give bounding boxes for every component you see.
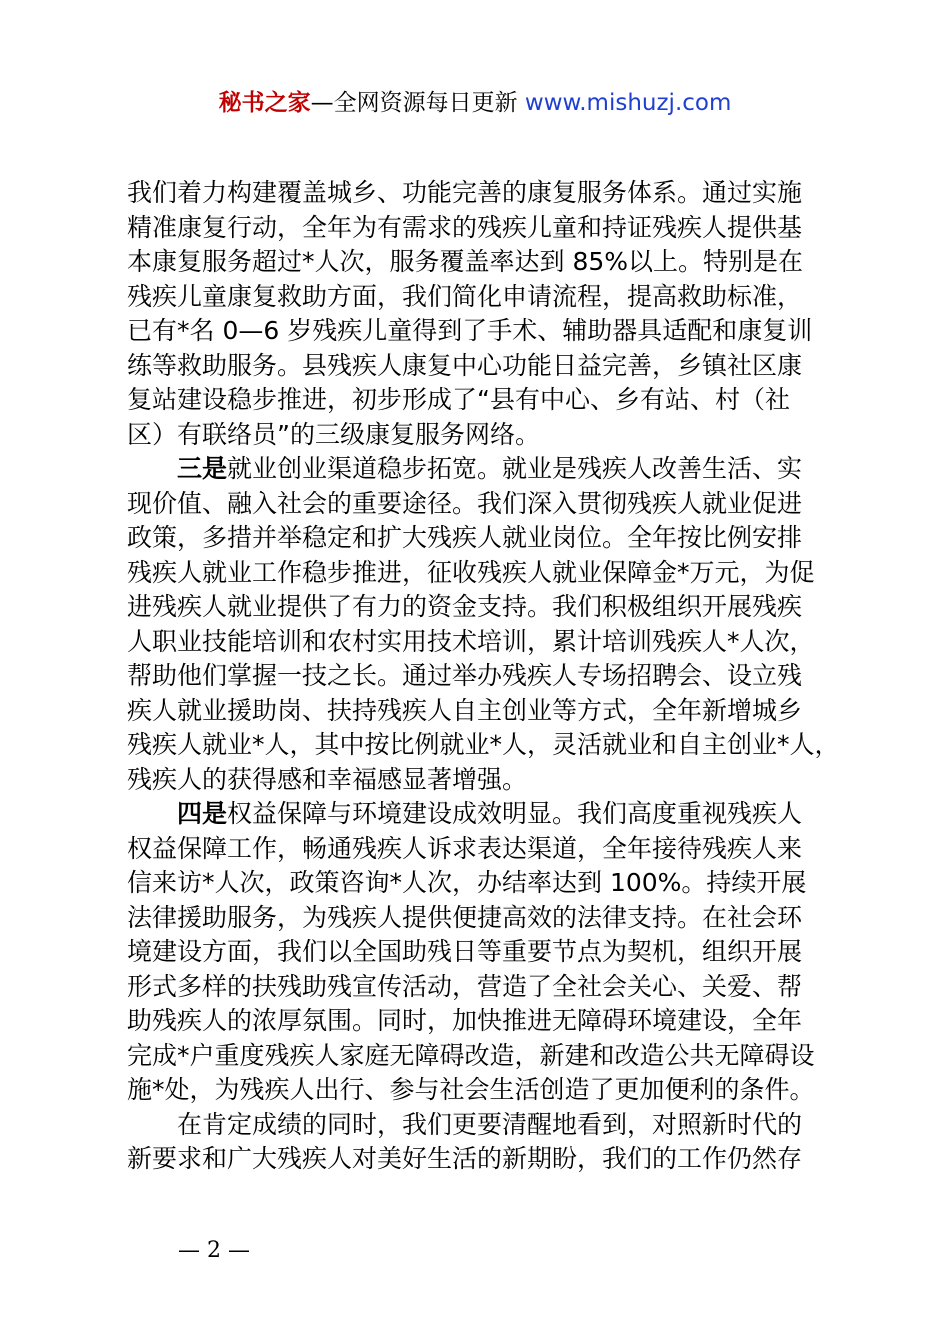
site-tagline: —全网资源每日更新: [310, 90, 525, 116]
text-line: 现价值、融入社会的重要途径。我们深入贯彻残疾人就业促进: [127, 488, 803, 518]
text-line: 新要求和广大残疾人对美好生活的新期盼，我们的工作仍然存: [127, 1144, 803, 1173]
text-line: 政策，多措并举稳定和扩大残疾人就业岗位。全年按比例安排: [127, 523, 803, 552]
text-line: 进残疾人就业提供了有力的资金支持。我们积极组织开展残疾: [127, 592, 803, 621]
text-line: 施*处，为残疾人出行、参与社会生活创造了更加便利的条件。: [127, 1075, 815, 1104]
text-line: [127, 797, 847, 832]
text-line-content: 权益保障与环境建设成效明显。我们高度重视残疾人: [227, 799, 803, 828]
text-line: 信来访*人次，政策咨询*人次，办结率达到 100%。持续开展: [127, 868, 807, 897]
paragraph-lead: 三是: [177, 454, 228, 483]
text-line: 法律援助服务，为残疾人提供便捷高效的法律支持。在社会环: [127, 902, 803, 932]
paragraph-rights-protection: [127, 797, 847, 1108]
text-line: 形式多样的扶残助残宣传活动，营造了全社会关心、关爱、帮: [127, 971, 803, 1001]
text-line: 复站建设稳步推进，初步形成了“县有中心、乡有站、村（社: [127, 385, 790, 414]
page-number: — 2 —: [178, 1238, 250, 1263]
text-line: 区）有联络员”的三级康复服务网络。: [127, 419, 540, 449]
paragraph-shortcomings: [127, 1108, 847, 1177]
text-line: [127, 452, 847, 487]
text-line: 残疾人的获得感和幸福感显著增强。: [127, 764, 528, 794]
paragraph-lead: 四是: [177, 799, 228, 828]
text-line: 境建设方面，我们以全国助残日等重要节点为契机，组织开展: [127, 937, 803, 966]
text-line: 已有*名 0—6 岁残疾儿童得到了手术、辅助器具适配和康复训: [127, 316, 813, 345]
text-line: 在肯定成绩的同时，我们更要清醒地看到，对照新时代的: [177, 1109, 803, 1139]
text-line-content: 就业创业渠道稳步拓宽。就业是残疾人改善生活、实: [227, 454, 803, 483]
text-line: 精准康复行动，全年为有需求的残疾儿童和持证残疾人提供基: [127, 212, 803, 242]
site-url-link[interactable]: www.mishuzj.com: [524, 90, 732, 116]
text-line: 我们着力构建覆盖城乡、功能完善的康复服务体系。通过实施: [127, 178, 803, 207]
paragraph-employment: [127, 452, 847, 797]
text-line: 权益保障工作，畅通残疾人诉求表达渠道，全年接待残疾人来: [127, 833, 803, 863]
text-line: 残疾人就业工作稳步推进，征收残疾人就业保障金*万元，为促: [127, 557, 815, 587]
text-line: 完成*户重度残疾人家庭无障碍改造，新建和改造公共无障碍设: [127, 1040, 815, 1070]
text-line: 练等救助服务。县残疾人康复中心功能日益完善，乡镇社区康: [127, 350, 803, 380]
document-body: [127, 176, 847, 1177]
text-line: 人职业技能培训和农村实用技术培训，累计培训残疾人*人次，: [127, 626, 815, 656]
text-line: 残疾儿童康复救助方面，我们简化申请流程，提高救助标准，: [127, 281, 803, 311]
text-line: 助残疾人的浓厚氛围。同时，加快推进无障碍环境建设，全年: [127, 1006, 803, 1035]
site-header: [0, 86, 950, 120]
paragraph-rehabilitation: [127, 176, 847, 452]
text-line: 帮助他们掌握一技之长。通过举办残疾人专场招聘会、设立残: [127, 661, 803, 690]
text-line: 本康复服务超过*人次，服务覆盖率达到 85%以上。特别是在: [127, 247, 804, 276]
text-line: 疾人就业援助岗、扶持残疾人自主创业等方式，全年新增城乡: [127, 695, 803, 725]
text-line: 残疾人就业*人，其中按比例就业*人，灵活就业和自主创业*人，: [127, 730, 840, 759]
site-brand: 秘书之家: [218, 90, 311, 116]
